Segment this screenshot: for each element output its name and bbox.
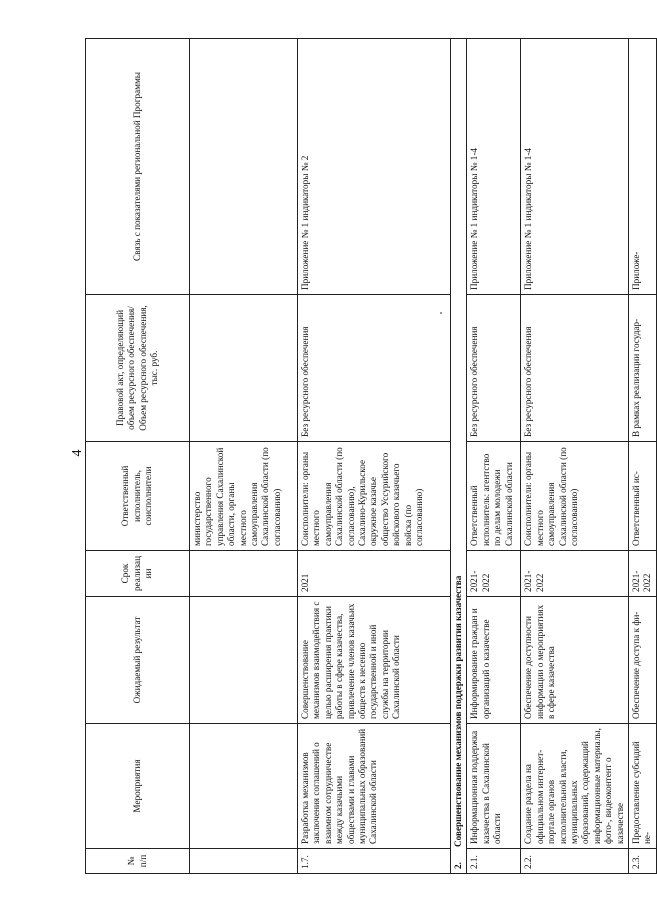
rotated-page	[85, 38, 653, 874]
row-link: Приложе-	[629, 39, 657, 295]
header-result: Ожидаемый результат	[86, 597, 190, 724]
row-executor: Соисполнители: органы местного самоуправления Сахалинской области (по согласованию)	[521, 442, 629, 551]
header-event: Мероприятия	[86, 724, 190, 849]
row-act: Без ресурсного обеспечения	[298, 295, 451, 442]
row-result: Обеспечение доступа к фи-	[629, 597, 657, 724]
row-result: Обеспечение доступности информации о мероприятиях в сфере казачества	[521, 597, 629, 724]
row-term: 2021-2022	[467, 551, 521, 597]
program-table	[85, 38, 657, 874]
row-act	[190, 295, 298, 442]
section-number: 2.	[453, 862, 463, 869]
page-number: 4	[70, 449, 85, 457]
table-container	[85, 38, 653, 874]
table-row	[467, 39, 521, 874]
row-term: 2021-2022	[521, 551, 629, 597]
row-result: Информирование граждан и организаций о казачестве	[467, 597, 521, 724]
row-num: 2.1.	[467, 849, 521, 874]
row-link: Приложение № 1 индикаторы № 2	[298, 39, 451, 295]
section-title: Совершенствование механизмов поддержки развития казачества	[453, 575, 463, 847]
row-link	[190, 39, 298, 295]
header-act: Правовой акт, определяющий объем ресурсного обеспечения/Объем ресурсного обеспечения, тыс. руб.	[86, 295, 190, 442]
row-executor: Ответственный исполнитель: агентство по делам молодежи Сахалинской области	[467, 442, 521, 551]
row-event: Информационная поддержка казачества в Сахалинской области	[467, 724, 521, 849]
row-act: Без ресурсного обеспечения	[467, 295, 521, 442]
row-act: В рамках реализации государ-	[629, 295, 657, 442]
section-row	[451, 39, 467, 874]
row-event	[190, 724, 298, 849]
table-row	[298, 39, 451, 874]
row-num: 1.7.	[298, 849, 451, 874]
table-row	[521, 39, 629, 874]
row-num	[190, 849, 298, 874]
row-act: Без ресурсного обеспечения	[521, 295, 629, 442]
row-link: Приложение № 1 индикаторы № 1-4	[521, 39, 629, 295]
row-result	[190, 597, 298, 724]
row-link: Приложение № 1 индикаторы № 1-4	[467, 39, 521, 295]
row-executor: министерство государственного управления Сахалинской области, органы местного самоуправления Сахалинской области (по согласованию)	[190, 442, 298, 551]
header-link: Связь с показателями региональной Программы	[86, 39, 190, 295]
row-num: 2.2.	[521, 849, 629, 874]
table-row	[629, 39, 657, 874]
row-executor: Соисполнители: органы местного самоуправления Сахалинской области (по согласованию), Сахалино-Курильское окружное казачье общество Уссурийского войскового казачьего войска (по согласованию)	[298, 442, 451, 551]
header-row	[86, 39, 190, 874]
row-term: 2021	[298, 551, 451, 597]
row-num: 2.3.	[629, 849, 657, 874]
table-row	[190, 39, 298, 874]
row-event: Предоставление субсидий не-	[629, 724, 657, 849]
header-term: Срок реализации	[86, 551, 190, 597]
row-term	[190, 551, 298, 597]
row-event: Разработка механизмов заключения соглашений о взаимном сотрудничестве между казачьими обществами и главами муниципальных образований Сахалинской области	[298, 724, 451, 849]
section-heading	[451, 39, 467, 874]
header-num: № п/п	[86, 849, 190, 874]
header-executor: Ответственный исполнитель, соисполнители	[86, 442, 190, 551]
row-executor: Ответственный ис-	[629, 442, 657, 551]
row-event: Создание раздела на официальном интернет-портале органов исполнительной власти, муниципальных образований, содержащий информационные материалы, фото-, видеоконтент о казачестве	[521, 724, 629, 849]
row-term: 2021-2022	[629, 551, 657, 597]
row-result: Совершенствование механизмов взаимодействия с целью расширения практики работы в сфере казачества, привлечение членов казачьих обществ к несению государственной и иной службы на территории Сахалинской области	[298, 597, 451, 724]
